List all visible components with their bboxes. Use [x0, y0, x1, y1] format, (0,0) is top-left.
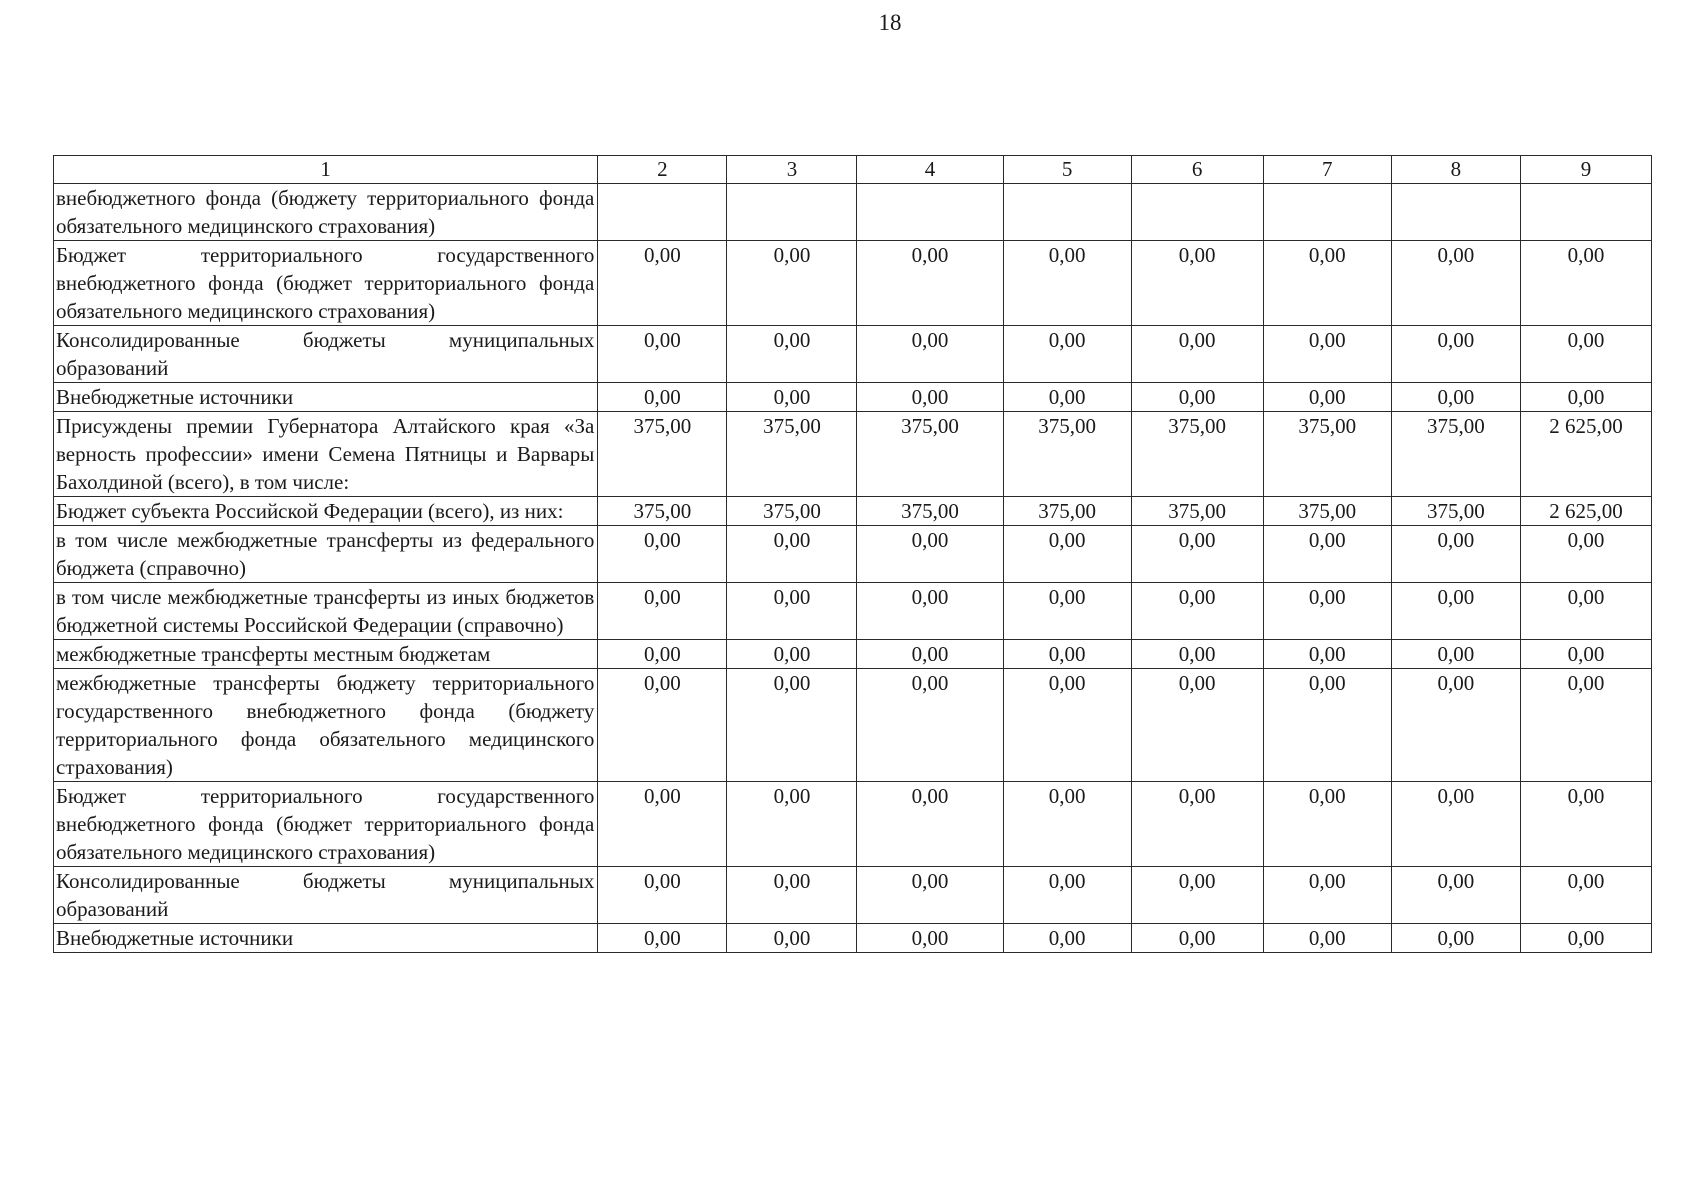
row-label: Бюджет территориального государственного внебюджетного фонда (бюджет территориального фонда обязательного медицинского страхования) [54, 241, 598, 326]
value-cell: 0,00 [727, 383, 857, 412]
value-cell: 0,00 [1131, 924, 1263, 953]
value-cell: 0,00 [1003, 782, 1131, 867]
value-cell: 0,00 [857, 241, 1003, 326]
value-cell: 0,00 [598, 383, 727, 412]
value-cell: 0,00 [1391, 326, 1520, 383]
column-header: 8 [1391, 156, 1520, 184]
value-cell: 375,00 [727, 412, 857, 497]
value-cell: 0,00 [1520, 383, 1651, 412]
value-cell [1520, 184, 1651, 241]
table-row [54, 924, 1652, 953]
value-cell: 2 625,00 [1520, 412, 1651, 497]
value-cell: 0,00 [1003, 326, 1131, 383]
page-number: 18 [878, 10, 902, 35]
value-cell: 375,00 [1003, 412, 1131, 497]
value-cell: 0,00 [1391, 867, 1520, 924]
value-cell: 0,00 [1131, 867, 1263, 924]
value-cell [1391, 184, 1520, 241]
row-label: Внебюджетные источники [54, 383, 598, 412]
value-cell: 0,00 [1131, 640, 1263, 669]
table-row [54, 412, 1652, 497]
value-cell: 0,00 [1391, 383, 1520, 412]
budget-table [53, 155, 1652, 953]
value-cell: 0,00 [598, 526, 727, 583]
value-cell: 0,00 [1263, 867, 1391, 924]
value-cell: 0,00 [598, 924, 727, 953]
table-row [54, 326, 1652, 383]
row-label: Консолидированные бюджеты муниципальных образований [54, 867, 598, 924]
row-label: Внебюджетные источники [54, 924, 598, 953]
column-header: 3 [727, 156, 857, 184]
table-header-row [54, 156, 1652, 184]
table-row [54, 640, 1652, 669]
table-row [54, 184, 1652, 241]
row-label: межбюджетные трансферты местным бюджетам [54, 640, 598, 669]
value-cell: 0,00 [1520, 924, 1651, 953]
value-cell: 0,00 [727, 782, 857, 867]
value-cell: 0,00 [1003, 241, 1131, 326]
table-row [54, 669, 1652, 782]
row-label: Присуждены премии Губернатора Алтайского края «За верность профессии» имени Семена Пятницы и Варвары Бахолдиной (всего), в том числе: [54, 412, 598, 497]
row-label: Бюджет территориального государственного внебюджетного фонда (бюджет территориального фонда обязательного медицинского страхования) [54, 782, 598, 867]
value-cell: 0,00 [857, 383, 1003, 412]
value-cell: 0,00 [598, 583, 727, 640]
value-cell: 0,00 [857, 924, 1003, 953]
value-cell: 375,00 [727, 497, 857, 526]
value-cell: 375,00 [1391, 412, 1520, 497]
value-cell: 0,00 [1520, 583, 1651, 640]
value-cell: 0,00 [1131, 782, 1263, 867]
column-header: 4 [857, 156, 1003, 184]
value-cell: 0,00 [1263, 669, 1391, 782]
row-label: Бюджет субъекта Российской Федерации (всего), из них: [54, 497, 598, 526]
value-cell: 0,00 [1520, 326, 1651, 383]
value-cell: 0,00 [1520, 640, 1651, 669]
table-row [54, 526, 1652, 583]
value-cell: 0,00 [1263, 924, 1391, 953]
value-cell: 375,00 [598, 412, 727, 497]
value-cell: 0,00 [1003, 640, 1131, 669]
value-cell: 0,00 [1263, 383, 1391, 412]
value-cell: 0,00 [857, 583, 1003, 640]
value-cell: 375,00 [1003, 497, 1131, 526]
value-cell: 0,00 [727, 241, 857, 326]
value-cell: 0,00 [598, 867, 727, 924]
value-cell: 0,00 [1003, 924, 1131, 953]
value-cell: 0,00 [857, 669, 1003, 782]
table-row [54, 241, 1652, 326]
value-cell: 375,00 [1131, 497, 1263, 526]
value-cell: 0,00 [1391, 640, 1520, 669]
value-cell: 0,00 [598, 326, 727, 383]
table-body [54, 156, 1652, 953]
value-cell: 375,00 [857, 497, 1003, 526]
value-cell: 0,00 [1263, 782, 1391, 867]
value-cell: 0,00 [1131, 241, 1263, 326]
column-header: 5 [1003, 156, 1131, 184]
column-header: 7 [1263, 156, 1391, 184]
value-cell: 0,00 [1391, 669, 1520, 782]
value-cell: 375,00 [598, 497, 727, 526]
value-cell: 0,00 [1003, 526, 1131, 583]
value-cell: 0,00 [857, 526, 1003, 583]
row-label: межбюджетные трансферты бюджету территориального государственного внебюджетного фонда (бюджету территориального фонда обязательного медицинского страхования) [54, 669, 598, 782]
value-cell: 0,00 [1520, 867, 1651, 924]
value-cell: 0,00 [1520, 241, 1651, 326]
row-label: в том числе межбюджетные трансферты из федерального бюджета (справочно) [54, 526, 598, 583]
value-cell: 0,00 [598, 782, 727, 867]
value-cell: 0,00 [1391, 924, 1520, 953]
value-cell: 0,00 [1131, 526, 1263, 583]
value-cell: 375,00 [1263, 497, 1391, 526]
value-cell [727, 184, 857, 241]
value-cell: 0,00 [1391, 583, 1520, 640]
row-label: внебюджетного фонда (бюджету территориального фонда обязательного медицинского страхования) [54, 184, 598, 241]
value-cell: 0,00 [1003, 583, 1131, 640]
value-cell: 0,00 [1391, 526, 1520, 583]
row-label: в том числе межбюджетные трансферты из иных бюджетов бюджетной системы Российской Федерации (справочно) [54, 583, 598, 640]
value-cell: 0,00 [1263, 326, 1391, 383]
value-cell: 0,00 [1520, 526, 1651, 583]
value-cell: 0,00 [1391, 782, 1520, 867]
value-cell: 0,00 [1263, 583, 1391, 640]
table-row [54, 867, 1652, 924]
table-row [54, 583, 1652, 640]
value-cell: 0,00 [727, 669, 857, 782]
value-cell [598, 184, 727, 241]
value-cell: 0,00 [1003, 383, 1131, 412]
value-cell: 0,00 [857, 867, 1003, 924]
value-cell: 0,00 [1131, 326, 1263, 383]
value-cell: 0,00 [1263, 241, 1391, 326]
value-cell: 0,00 [727, 924, 857, 953]
value-cell: 0,00 [1263, 526, 1391, 583]
value-cell [1131, 184, 1263, 241]
value-cell: 0,00 [1520, 782, 1651, 867]
table-row [54, 383, 1652, 412]
value-cell: 0,00 [727, 640, 857, 669]
value-cell: 0,00 [857, 782, 1003, 867]
value-cell: 0,00 [857, 640, 1003, 669]
table-row [54, 782, 1652, 867]
value-cell: 0,00 [1520, 669, 1651, 782]
column-header: 6 [1131, 156, 1263, 184]
value-cell: 375,00 [1263, 412, 1391, 497]
value-cell: 0,00 [598, 669, 727, 782]
value-cell: 0,00 [598, 640, 727, 669]
value-cell: 375,00 [857, 412, 1003, 497]
value-cell: 0,00 [598, 241, 727, 326]
value-cell: 2 625,00 [1520, 497, 1651, 526]
value-cell [1003, 184, 1131, 241]
value-cell: 0,00 [857, 326, 1003, 383]
value-cell: 0,00 [727, 867, 857, 924]
table-row [54, 497, 1652, 526]
value-cell: 0,00 [727, 526, 857, 583]
column-header: 1 [54, 156, 598, 184]
value-cell: 0,00 [1003, 669, 1131, 782]
value-cell [1263, 184, 1391, 241]
value-cell: 375,00 [1391, 497, 1520, 526]
value-cell: 0,00 [1391, 241, 1520, 326]
value-cell: 0,00 [1003, 867, 1131, 924]
value-cell: 0,00 [1131, 383, 1263, 412]
column-header: 9 [1520, 156, 1651, 184]
value-cell [857, 184, 1003, 241]
value-cell: 375,00 [1131, 412, 1263, 497]
value-cell: 0,00 [727, 583, 857, 640]
value-cell: 0,00 [1131, 583, 1263, 640]
value-cell: 0,00 [727, 326, 857, 383]
value-cell: 0,00 [1263, 640, 1391, 669]
value-cell: 0,00 [1131, 669, 1263, 782]
column-header: 2 [598, 156, 727, 184]
row-label: Консолидированные бюджеты муниципальных образований [54, 326, 598, 383]
